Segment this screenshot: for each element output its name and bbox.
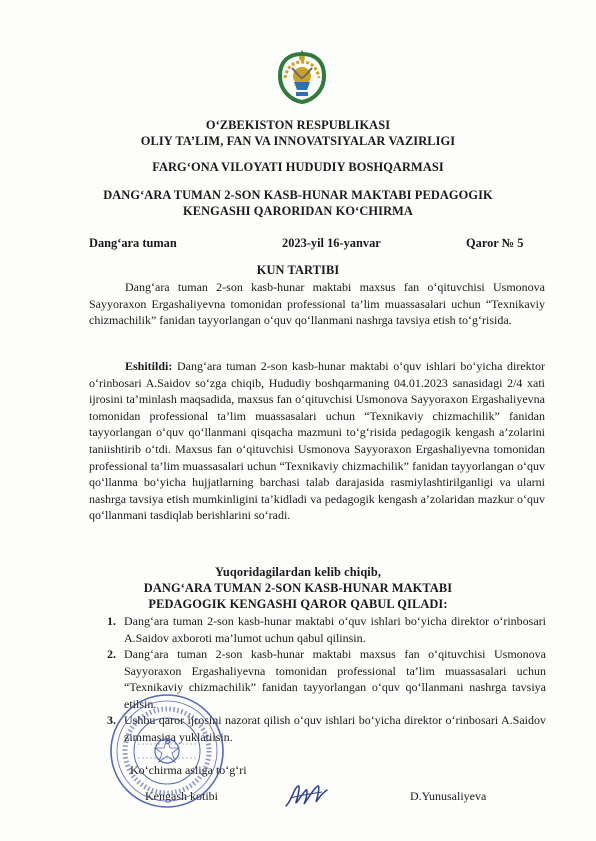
header-line-1: O‘ZBEKISTON RESPUBLIKASI (205, 118, 391, 132)
list-item-number: 2. (107, 647, 116, 661)
resolution-intro: Yuqoridagilardan kelib chiqib, (214, 565, 382, 579)
signature-icon (282, 780, 330, 812)
agenda-heading: KUN TARTIBI (256, 263, 340, 277)
list-item-text: Dang‘ara tuman 2-son kasb-hunar maktabi maxsus fan o‘qituvchisi Usmonova Sayyoraxon Ergashaliyevna tomonidan professional ta’lim muassasalari uchun “Texnikaviy chizmachilik” fanidan tayyorlangan o‘quv qo‘llanmani nashrga tavsiya etilsin. (124, 647, 546, 711)
header-line-2: OLIY TA’LIM, FAN VA INNOVATSIYALAR VAZIRLIGI (140, 134, 456, 148)
list-item-number: 3. (107, 713, 116, 727)
meta-date: 2023-yil 16-yanvar (282, 236, 381, 250)
copy-certification-note: Ko‘chirma asliga to‘g‘ri (130, 763, 247, 777)
document-title-line-2: KENGASHI QARORIDAN KO‘CHIRMA (183, 204, 413, 218)
secretary-label: Kengash kotibi (145, 789, 218, 803)
resolution-title-2: PEDAGOGIK KENGASHI QAROR QABUL QILADI: (148, 597, 448, 611)
resolution-title-1: DANG‘ARA TUMAN 2-SON KASB-HUNAR MAKTABI (143, 581, 453, 595)
list-item-text: Ushbu qaror ijrosini nazorat qilish o‘quv ishlari bo‘yicha direktor o‘rinbosari A.Saidov zimmasiga yuklatilsin. (124, 713, 546, 744)
heard-text: Dang‘ara tuman 2-son kasb-hunar maktabi o‘quv ishlari bo‘yicha direktor o‘rinbosari A.Saidov so‘zga chiqib, Hududiy boshqarmaning 04.01.2023 sanasidagi 2/4 xati ijrosini ta’minlash maqsadida, maxsus fan o‘qituvchisi Usmonova Sayyoraxon Ergashaliyevna tomonidan professional ta’lim muassasalari uchun “Texnikaviy chizmachilik” fanidan tayyorlangan o‘quv qo‘llanmani qisqacha mazmuni to‘g‘risida pedagogik kengash a’zolarini taniishtirib o‘tdi. Maxsus fan o‘qituvchisi Usmonova Sayyoraxon Ergashaliyevna tomonidan professional ta’lim muassasalari uchun “Texnikaviy chizmachilik” fanidan tayyorlangan o‘quv qo‘llanma bo‘yicha hujjatlarning barchasi talab darajasida rasmiylashtirilganligi va ularni nashrga tavsiya etish mumkinligini ta’kidladi va pedagogik kengash a’zolaridan mazkur o‘quv qo‘llanmani tasdiqlab berishlarini so‘radi. (89, 359, 545, 523)
document-title-line-1: DANG‘ARA TUMAN 2-SON KASB-HUNAR MAKTABI PEDAGOGIK (103, 188, 493, 202)
list-item (107, 613, 546, 646)
official-stamp-icon (108, 692, 226, 810)
state-emblem-icon (272, 46, 332, 106)
heard-paragraph (89, 358, 545, 524)
agenda-text: Dang‘ara tuman 2-son kasb-hunar maktabi maxsus fan o‘qituvchisi Usmonova Sayyoraxon Ergashaliyevna tomonidan professional ta’lim muassasalari uchun “Texnikaviy chizmachilik” fanidan tayyorlangan o‘quv qo‘llanmani nashrga tavsiya etish to‘g‘risida. (89, 280, 545, 328)
secretary-name: D.Yunusaliyeva (410, 789, 487, 803)
heard-label: Eshitildi: (125, 359, 173, 373)
meta-place: Dang‘ara tuman (89, 236, 177, 250)
meta-decision-number: Qaror № 5 (466, 236, 524, 250)
list-item-text: Dang‘ara tuman 2-son kasb-hunar maktabi o‘quv ishlari bo‘yicha direktor o‘rinbosari A.Saidov axboroti ma’lumot uchun qabul qilinsin. (124, 614, 546, 645)
header-line-3: FARG‘ONA VILOYATI HUDUDIY BOSHQARMASI (152, 160, 444, 174)
list-item-number: 1. (107, 614, 116, 628)
